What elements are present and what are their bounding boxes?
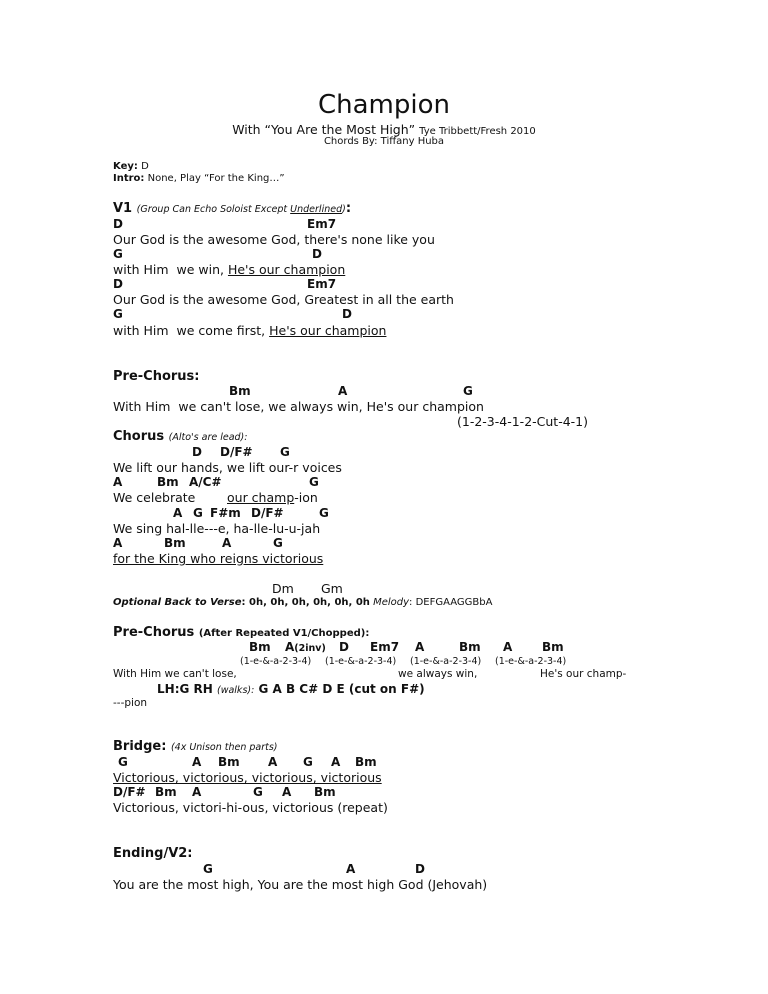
chord: G	[118, 755, 128, 769]
chord: G	[113, 307, 123, 321]
v1-note	[137, 204, 346, 215]
lyric-line: With Him we can't lose, we always win, He's our champion	[113, 399, 484, 414]
chord: D	[192, 445, 202, 459]
chord: D/F#	[113, 785, 146, 799]
walk-note: (walks):	[217, 685, 255, 696]
lyric-line: Our God is the awesome God, there's none like you	[113, 232, 435, 247]
chord: D	[415, 862, 425, 876]
chord: Bm	[157, 475, 179, 489]
v1-heading-label: V1	[113, 201, 133, 216]
chord: D/F#	[220, 445, 253, 459]
key-line	[113, 161, 149, 172]
subtitle-source: Tye Tribbett/Fresh 2010	[419, 126, 536, 137]
chord: A	[192, 785, 202, 799]
v1-note-underlined: Underlined	[290, 204, 343, 215]
chord: Bm	[155, 785, 177, 799]
chord: G	[203, 862, 213, 876]
chord: D	[113, 277, 123, 291]
song-title: Champion	[317, 90, 450, 120]
lyric-line: Our God is the awesome God, Greatest in all the earth	[113, 292, 454, 307]
prechorus2-note: (After Repeated V1/Chopped):	[198, 628, 370, 639]
chord: D	[342, 307, 352, 321]
prechorus-heading: Pre-Chorus:	[113, 369, 200, 384]
chorus-heading	[113, 429, 247, 444]
chord: G	[193, 506, 203, 520]
chord: Em7	[307, 277, 337, 291]
lyric-plain: -ion	[294, 490, 318, 505]
count-group: (1-e-&-a-2-3-4)	[410, 656, 482, 667]
chord: Bm	[229, 384, 251, 398]
lyric-underlined: our champ	[227, 490, 295, 505]
lyric-line: We lift our hands, we lift our-r voices	[113, 460, 342, 475]
chord: G	[113, 247, 123, 261]
chord-credits: Chords By: Tiffany Huba	[323, 136, 445, 147]
chord: G	[303, 755, 313, 769]
lyric-line: Victorious, victorious, victorious, victorious	[113, 770, 382, 785]
count-group: (1-e-&-a-2-3-4)	[495, 656, 567, 667]
lyric-plain: with Him we come first,	[113, 323, 270, 338]
chord: A	[113, 536, 123, 550]
chord: A/C#	[189, 475, 222, 489]
chord: D	[113, 217, 123, 231]
lyric-plain: We celebrate	[113, 490, 196, 505]
chord	[285, 640, 326, 654]
v1-note-prefix: (Group Can Echo Soloist Except	[136, 204, 291, 215]
melody-label: Melody	[373, 597, 410, 608]
optional-line	[113, 597, 492, 608]
chord: G	[273, 536, 283, 550]
chord: A	[415, 640, 425, 654]
chord: A	[222, 536, 232, 550]
chord: A	[113, 475, 123, 489]
walk-value: G A B C# D E (cut on F#)	[258, 682, 425, 696]
chord: D	[339, 640, 349, 654]
chord: A	[268, 755, 278, 769]
count-line: (1-2-3-4-1-2-Cut-4-1)	[457, 414, 589, 429]
optional-label: Optional Back to Verse	[113, 597, 242, 608]
chord: G	[309, 475, 319, 489]
count-group: (1-e-&-a-2-3-4)	[325, 656, 397, 667]
chord: Dm	[272, 581, 294, 596]
lyric-line: for the King who reigns victorious	[113, 551, 324, 566]
lyric-line: You are the most high, You are the most high God (Jehovah)	[113, 877, 488, 892]
ending-heading: Ending/V2:	[113, 846, 193, 861]
lyric-line: ---pion	[113, 697, 148, 709]
bridge-heading	[113, 739, 278, 754]
melody-value: : DEFGAAGGBbA	[409, 597, 493, 608]
chorus-heading-label: Chorus	[113, 429, 165, 444]
chord: Bm	[355, 755, 377, 769]
song-subtitle	[0, 122, 768, 137]
prechorus2-heading-label: Pre-Chorus	[113, 625, 195, 640]
bridge-heading-label: Bridge:	[113, 739, 167, 754]
lyric-line: He's our champ-	[540, 668, 627, 680]
lyric-plain: with Him we win,	[113, 262, 228, 277]
lyric-line: With Him we can't lose,	[113, 668, 237, 680]
chord: Em7	[307, 217, 337, 231]
chord: G	[280, 445, 290, 459]
chord: A	[192, 755, 202, 769]
chord: Em7	[370, 640, 400, 654]
optional-value: : 0h, 0h, 0h, 0h, 0h, 0h	[241, 597, 370, 608]
chord: Gm	[321, 581, 343, 596]
chord: A	[346, 862, 356, 876]
prechorus2-heading	[113, 625, 369, 640]
lyric-line	[113, 262, 345, 277]
lyric-line: We sing hal-lle---e, ha-lle-lu-u-jah	[113, 521, 321, 536]
chord: Bm	[249, 640, 271, 654]
chord: Bm	[218, 755, 240, 769]
chord-root: A	[285, 640, 295, 654]
v1-note-suffix: )	[342, 204, 346, 215]
walk-label: LH:G RH	[157, 682, 213, 696]
chord: G	[319, 506, 329, 520]
walk-line	[157, 682, 425, 696]
lyric-line: we always win,	[398, 668, 478, 680]
chord: A	[338, 384, 348, 398]
chorus-note: (Alto's are lead):	[168, 432, 248, 443]
v1-heading	[113, 201, 351, 216]
v1-colon: :	[345, 201, 352, 216]
chord: A	[331, 755, 341, 769]
chord-inversion: (2inv)	[294, 643, 326, 654]
bridge-note: (4x Unison then parts)	[170, 742, 278, 753]
lyric-line	[227, 490, 318, 505]
lyric-underlined: He's our champion	[227, 262, 346, 277]
intro-value: None, Play “For the King…”	[147, 173, 285, 184]
chord: G	[253, 785, 263, 799]
chord: A	[173, 506, 183, 520]
chord: F#m	[210, 506, 241, 520]
chord: Bm	[314, 785, 336, 799]
chord: Bm	[459, 640, 481, 654]
chord: A	[503, 640, 513, 654]
key-label: Key:	[113, 161, 138, 172]
chord: D	[312, 247, 322, 261]
chord: G	[463, 384, 473, 398]
lyric-line	[113, 490, 195, 505]
chord: Bm	[164, 536, 186, 550]
chord: Bm	[542, 640, 564, 654]
count-group: (1-e-&-a-2-3-4)	[240, 656, 312, 667]
lyric-line	[113, 323, 386, 338]
chord: A	[282, 785, 292, 799]
intro-label: Intro:	[113, 173, 145, 184]
subtitle-main: With “You Are the Most High”	[232, 122, 416, 137]
key-value: D	[141, 161, 149, 172]
intro-line	[113, 173, 285, 184]
lyric-line: Victorious, victori-hi-ous, victorious (repeat)	[113, 800, 388, 815]
lyric-underlined: He's our champion	[269, 323, 387, 338]
chord: D/F#	[251, 506, 284, 520]
